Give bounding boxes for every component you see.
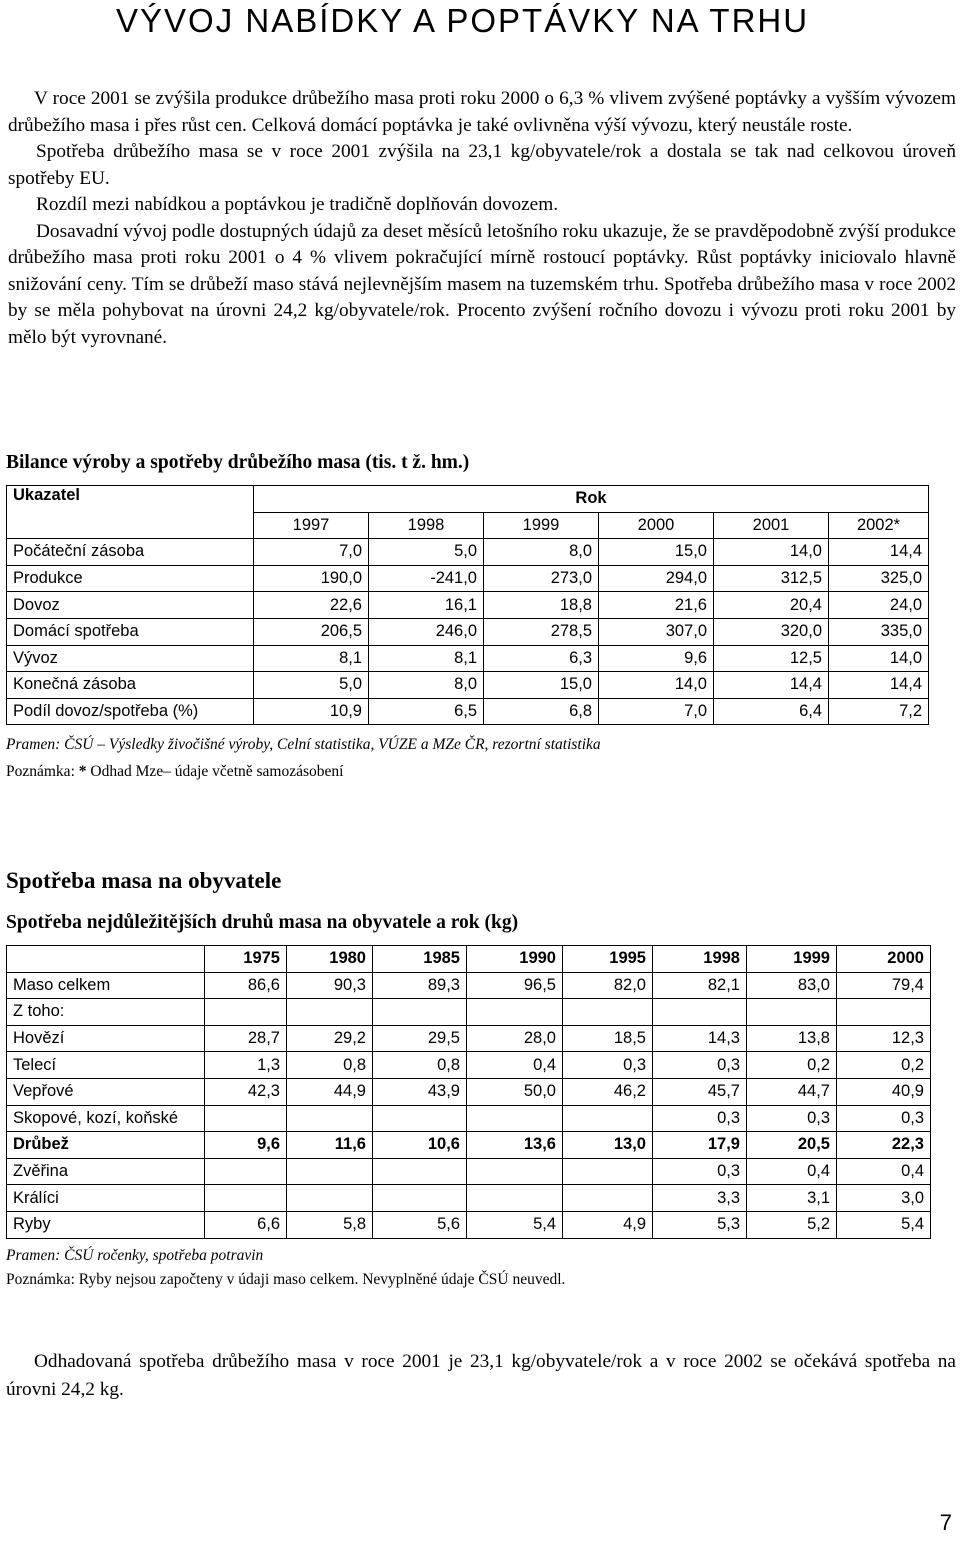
table-cell: 0,2: [747, 1052, 837, 1079]
table-cell: 6,3: [484, 645, 599, 672]
table-cell: 0,8: [373, 1052, 467, 1079]
table-cell: [287, 1185, 373, 1212]
table-cell: 5,2: [747, 1211, 837, 1238]
table-cell: 15,0: [599, 539, 714, 566]
table-row: [7, 1052, 931, 1079]
row-label: Konečná zásoba: [7, 672, 254, 699]
table-cell: 29,2: [287, 1025, 373, 1052]
table-cell: 14,0: [829, 645, 929, 672]
column-header-ukazatel: Ukazatel: [7, 486, 254, 539]
table-cell: 24,0: [829, 592, 929, 619]
table-cell: 6,5: [369, 698, 484, 725]
table-cell: 1,3: [205, 1052, 287, 1079]
table-cell: [467, 1185, 563, 1212]
table-cell: 278,5: [484, 618, 599, 645]
table-cell: 0,3: [563, 1052, 653, 1079]
table-cell: 22,6: [254, 592, 369, 619]
table-cell: 5,8: [287, 1211, 373, 1238]
table-cell: 3,1: [747, 1185, 837, 1212]
table-cell: 294,0: [599, 565, 714, 592]
table-cell: 9,6: [205, 1132, 287, 1159]
table-cell: 14,0: [599, 672, 714, 699]
table-cell: 307,0: [599, 618, 714, 645]
year-header: 1998: [369, 512, 484, 539]
table-cell: 5,4: [837, 1211, 931, 1238]
table-cell: 89,3: [373, 972, 467, 999]
year-header: 2002*: [829, 512, 929, 539]
table-cell: [563, 1158, 653, 1185]
table-cell: 0,3: [837, 1105, 931, 1132]
balance-table: [6, 485, 929, 725]
row-label: Králíci: [7, 1185, 205, 1212]
year-header: 1995: [563, 946, 653, 973]
year-header: 2000: [599, 512, 714, 539]
table-cell: 0,8: [287, 1052, 373, 1079]
table-cell: 14,4: [829, 672, 929, 699]
table-cell: [467, 1158, 563, 1185]
table-cell: [205, 999, 287, 1026]
table-row: [7, 1132, 931, 1159]
table-cell: 0,4: [747, 1158, 837, 1185]
table2-note: Poznámka: Ryby nejsou započteny v údaji maso celkem. Nevyplněné údaje ČSÚ neuvedl.: [6, 1271, 566, 1288]
table-cell: 3,3: [653, 1185, 747, 1212]
table-cell: 83,0: [747, 972, 837, 999]
table-cell: 21,6: [599, 592, 714, 619]
table-cell: [287, 999, 373, 1026]
table-cell: 0,4: [467, 1052, 563, 1079]
table-cell: 14,4: [829, 539, 929, 566]
table-cell: 90,3: [287, 972, 373, 999]
table-cell: [373, 1158, 467, 1185]
table-cell: 3,0: [837, 1185, 931, 1212]
row-label: Maso celkem: [7, 972, 205, 999]
row-label: Zvěřina: [7, 1158, 205, 1185]
row-label: Drůbež: [7, 1132, 205, 1159]
table-cell: 5,3: [653, 1211, 747, 1238]
table-cell: 96,5: [467, 972, 563, 999]
year-header: 1975: [205, 946, 287, 973]
table1-note-text: Odhad Mze– údaje včetně samozásobení: [86, 763, 344, 780]
table-cell: 273,0: [484, 565, 599, 592]
table-cell: 79,4: [837, 972, 931, 999]
table-cell: 8,1: [369, 645, 484, 672]
table-cell: 6,4: [714, 698, 829, 725]
row-label: Skopové, kozí, koňské: [7, 1105, 205, 1132]
table2-heading: Spotřeba nejdůležitějších druhů masa na obyvatele a rok (kg): [6, 912, 519, 933]
table-cell: 325,0: [829, 565, 929, 592]
intro-paragraph-4: Dosavadní vývoj podle dostupných údajů za deset měsíců letošního roku ukazuje, že se pravděpodobně zvýší produkce drůbežího masa proti roku 2001 o 4 % vlivem pokračující mírně rostoucí poptávky. Růst poptávky iniciovalo hlavně snižování ceny. Tím se drůbeží maso stává nejlevnějším masem na tuzemském trhu. Spotřeba drůbežího masa v roce 2002 by se měla pohybovat na úrovni 24,2 kg/obyvatele/rok. Procento zvýšení ročního dovozu i vývozu proti roku 2001 by mělo být vyrovnané.: [8, 220, 956, 348]
table-cell: [563, 1105, 653, 1132]
table-cell: 0,2: [837, 1052, 931, 1079]
table-cell: [653, 999, 747, 1026]
table-cell: 12,5: [714, 645, 829, 672]
year-header: 1997: [254, 512, 369, 539]
row-label: Počáteční zásoba: [7, 539, 254, 566]
table-row: [7, 1025, 931, 1052]
table-cell: 11,6: [287, 1132, 373, 1159]
table-cell: 14,3: [653, 1025, 747, 1052]
table2-source: Pramen: ČSÚ ročenky, spotřeba potravin: [6, 1247, 264, 1264]
table-row: [7, 1158, 931, 1185]
year-header: 1999: [747, 946, 837, 973]
table-cell: [205, 1185, 287, 1212]
table-cell: 43,9: [373, 1078, 467, 1105]
table-cell: 82,1: [653, 972, 747, 999]
table-cell: [287, 1158, 373, 1185]
table-row: [7, 592, 929, 619]
table-row: [7, 539, 929, 566]
table-cell: 12,3: [837, 1025, 931, 1052]
row-label: Telecí: [7, 1052, 205, 1079]
table-cell: 10,6: [373, 1132, 467, 1159]
row-label: Produkce: [7, 565, 254, 592]
page-number: 7: [939, 1510, 952, 1535]
page-title: VÝVOJ NABÍDKY A POPTÁVKY NA TRHU: [116, 2, 810, 39]
meat-consumption-table: [6, 945, 931, 1239]
intro-paragraph-2: Spotřeba drůbežího masa se v roce 2001 zvýšila na 23,1 kg/obyvatele/rok a dostala se tak nad celkovou úroveň spotřeby EU.: [8, 141, 956, 189]
table-cell: 18,8: [484, 592, 599, 619]
column-group-header-rok: Rok: [254, 486, 929, 513]
table-cell: 44,9: [287, 1078, 373, 1105]
table-cell: [467, 1105, 563, 1132]
table-row: [7, 1185, 931, 1212]
year-header: 2001: [714, 512, 829, 539]
table1-note-star: *: [78, 763, 87, 780]
row-label: Podíl dovoz/spotřeba (%): [7, 698, 254, 725]
table-cell: 0,3: [653, 1158, 747, 1185]
table-cell: 10,9: [254, 698, 369, 725]
year-header: 1985: [373, 946, 467, 973]
table-cell: 0,3: [653, 1105, 747, 1132]
table-cell: 246,0: [369, 618, 484, 645]
table-row: [7, 698, 929, 725]
table-cell: 335,0: [829, 618, 929, 645]
row-label: Ryby: [7, 1211, 205, 1238]
table-row: [7, 972, 931, 999]
table-cell: 13,6: [467, 1132, 563, 1159]
table-cell: 4,9: [563, 1211, 653, 1238]
year-header: 2000: [837, 946, 931, 973]
table-cell: 5,4: [467, 1211, 563, 1238]
table-row: [7, 565, 929, 592]
table-cell: 44,7: [747, 1078, 837, 1105]
year-header: 1990: [467, 946, 563, 973]
table-cell: [563, 1185, 653, 1212]
table-cell: 8,0: [484, 539, 599, 566]
table-cell: 320,0: [714, 618, 829, 645]
table-cell: [373, 1185, 467, 1212]
table-row: [7, 645, 929, 672]
year-header: 1980: [287, 946, 373, 973]
row-label: Domácí spotřeba: [7, 618, 254, 645]
table-cell: 82,0: [563, 972, 653, 999]
table-cell: 17,9: [653, 1132, 747, 1159]
closing-paragraph: Odhadovaná spotřeba drůbežího masa v roce 2001 je 23,1 kg/obyvatele/rok a v roce 2002 se očekává spotřeba na úrovni 24,2 kg.: [6, 1351, 956, 1400]
table-header-row: [7, 946, 931, 973]
row-label: Vepřové: [7, 1078, 205, 1105]
table-cell: [205, 1105, 287, 1132]
table-header-row: [7, 486, 929, 513]
table-cell: [373, 999, 467, 1026]
table-row: [7, 999, 931, 1026]
table-cell: 86,6: [205, 972, 287, 999]
intro-paragraph-1: V roce 2001 se zvýšila produkce drůbežího masa proti roku 2000 o 6,3 % vlivem zvýšené poptávky a vyšším vývozem drůbežího masa i přes růst cen. Celková domácí poptávka je také ovlivněna výší vývozu, který neustále roste.: [8, 88, 956, 136]
table-cell: 15,0: [484, 672, 599, 699]
table-row: [7, 1211, 931, 1238]
table-cell: 29,5: [373, 1025, 467, 1052]
table-cell: [287, 1105, 373, 1132]
table-cell: [837, 999, 931, 1026]
table-cell: 18,5: [563, 1025, 653, 1052]
table-cell: 206,5: [254, 618, 369, 645]
table-cell: 13,0: [563, 1132, 653, 1159]
table-cell: 7,0: [254, 539, 369, 566]
table-cell: 7,0: [599, 698, 714, 725]
table-cell: 5,6: [373, 1211, 467, 1238]
table-cell: 7,2: [829, 698, 929, 725]
table-cell: 42,3: [205, 1078, 287, 1105]
year-header: 1998: [653, 946, 747, 973]
table1-note: [6, 763, 343, 781]
table-cell: 5,0: [254, 672, 369, 699]
table-cell: [747, 999, 837, 1026]
corner-cell: [7, 946, 205, 973]
table-cell: 6,6: [205, 1211, 287, 1238]
table-cell: 20,5: [747, 1132, 837, 1159]
table-cell: 190,0: [254, 565, 369, 592]
table-cell: 9,6: [599, 645, 714, 672]
row-label: Vývoz: [7, 645, 254, 672]
table-cell: [467, 999, 563, 1026]
table-cell: 16,1: [369, 592, 484, 619]
table-cell: 46,2: [563, 1078, 653, 1105]
table-cell: 28,7: [205, 1025, 287, 1052]
table-cell: 8,0: [369, 672, 484, 699]
table-cell: 5,0: [369, 539, 484, 566]
intro-text: [8, 86, 956, 351]
table-cell: 14,4: [714, 672, 829, 699]
table-cell: 40,9: [837, 1078, 931, 1105]
year-header: 1999: [484, 512, 599, 539]
table-row: [7, 1078, 931, 1105]
table-cell: 50,0: [467, 1078, 563, 1105]
table-cell: 312,5: [714, 565, 829, 592]
table-row: [7, 618, 929, 645]
table-cell: [373, 1105, 467, 1132]
row-label: Z toho:: [7, 999, 205, 1026]
table-cell: 0,4: [837, 1158, 931, 1185]
table-cell: 14,0: [714, 539, 829, 566]
row-label: Hovězí: [7, 1025, 205, 1052]
table-cell: 0,3: [747, 1105, 837, 1132]
table-row: [7, 672, 929, 699]
table-cell: [563, 999, 653, 1026]
table-cell: 22,3: [837, 1132, 931, 1159]
table-cell: [205, 1158, 287, 1185]
table-cell: 0,3: [653, 1052, 747, 1079]
row-label: Dovoz: [7, 592, 254, 619]
table-cell: 13,8: [747, 1025, 837, 1052]
section-title: Spotřeba masa na obyvatele: [6, 868, 282, 893]
table1-source: Pramen: ČSÚ – Výsledky živočišné výroby, Celní statistika, VÚZE a MZe ČR, rezortní statistika: [6, 736, 601, 753]
table-cell: 45,7: [653, 1078, 747, 1105]
table1-heading: Bilance výroby a spotřeby drůbežího masa (tis. t ž. hm.): [6, 452, 470, 473]
table-cell: -241,0: [369, 565, 484, 592]
intro-paragraph-3: Rozdíl mezi nabídkou a poptávkou je tradičně doplňován dovozem.: [36, 194, 559, 215]
table-cell: 20,4: [714, 592, 829, 619]
table1-note-prefix: Poznámka:: [6, 763, 79, 780]
table-cell: 6,8: [484, 698, 599, 725]
table-row: [7, 1105, 931, 1132]
table-cell: 8,1: [254, 645, 369, 672]
table-cell: 28,0: [467, 1025, 563, 1052]
